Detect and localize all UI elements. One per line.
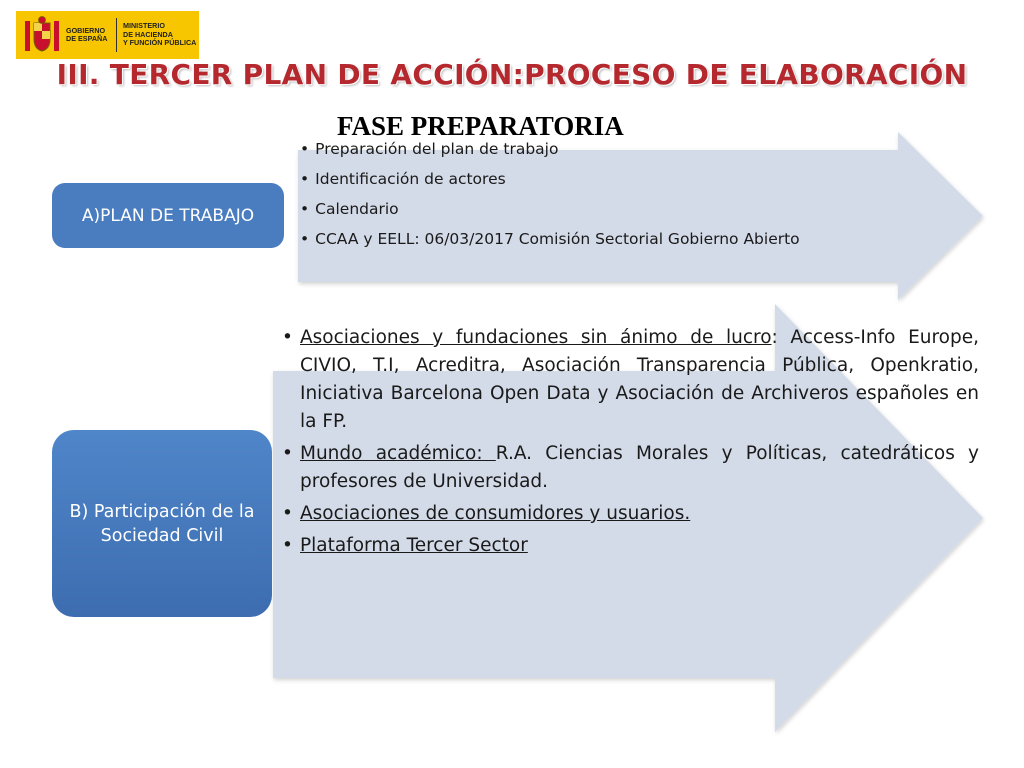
section-b-label: B) Participación de la Sociedad Civil: [52, 430, 272, 617]
list-item: [282, 324, 979, 436]
item-text: R.A. Ciencias Morales y Políticas, catedráticos y profesores de Universidad.: [300, 443, 979, 492]
slide-title: III. TERCER PLAN DE ACCIÓN:PROCESO DE ELABORACIÓN: [56, 58, 968, 91]
list-item: [282, 440, 979, 496]
item-text: Plataforma Tercer Sector: [300, 535, 528, 556]
logo-text-gobierno: GOBIERNO DE ESPAÑA: [66, 25, 108, 43]
item-text: : Access-Info Europe, CIVIO, T.I, Acreditra, Asociación Transparencia Pública, Openkratio, Iniciativa Barcelona Open Data y Asociación de Archiveros españoles en la FP.: [300, 327, 980, 432]
item-lead: Asociaciones y fundaciones sin ánimo de lucro: [300, 327, 772, 348]
list-item: [282, 532, 979, 560]
logo-text-ministerio: MINISTERIO DE HACIENDA Y FUNCIÓN PÚBLICA: [123, 21, 197, 48]
list-item: • Preparación del plan de trabajo: [300, 135, 800, 165]
list-item: • CCAA y EELL: 06/03/2017 Comisión Sectorial Gobierno Abierto: [300, 225, 800, 255]
list-item: • Calendario: [300, 195, 800, 225]
item-text: Asociaciones de consumidores y usuarios.: [300, 503, 691, 524]
section-a-label: A)PLAN DE TRABAJO: [52, 183, 284, 248]
section-b-list: [282, 324, 979, 564]
section-a-list: [300, 135, 800, 255]
subtitle: FASE PREPARATORIA: [337, 111, 624, 141]
list-item: [282, 500, 979, 528]
list-item: • Identificación de actores: [300, 165, 800, 195]
item-lead: Mundo académico:: [300, 443, 496, 464]
